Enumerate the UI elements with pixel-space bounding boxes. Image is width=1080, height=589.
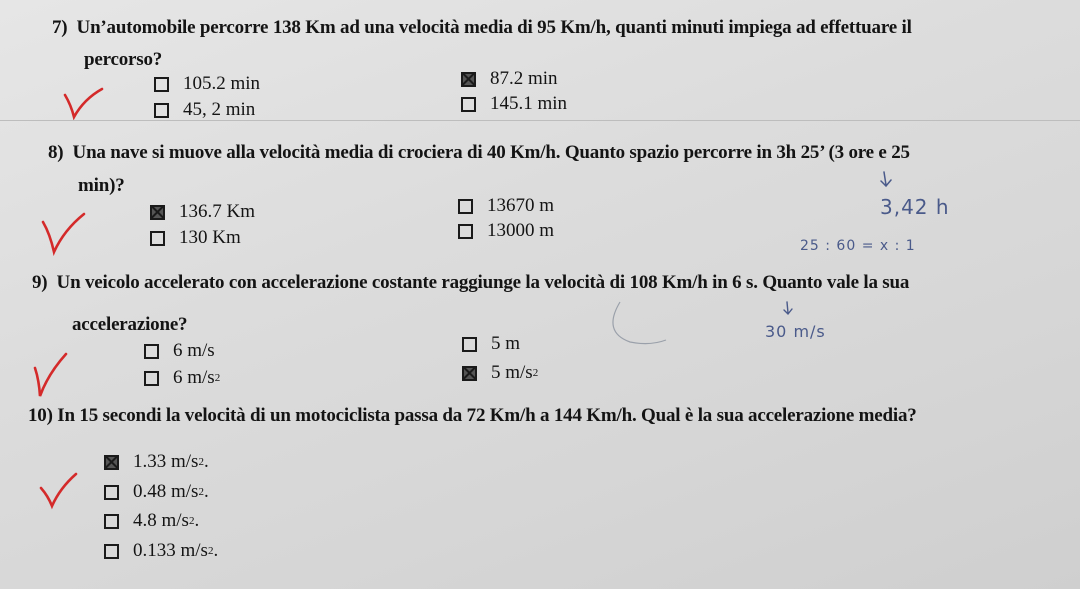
q10-text-line1 <box>28 404 917 428</box>
q10-option-b-suffix: . <box>203 481 209 502</box>
q10-option-d-sup: 2 <box>207 545 214 557</box>
q9-number: 9) <box>32 272 48 293</box>
q9-option-c[interactable] <box>144 367 220 389</box>
checkbox-icon[interactable] <box>458 224 473 239</box>
q8-option-b-label: 13670 m <box>487 195 555 216</box>
q10-option-c-suffix: . <box>194 510 200 531</box>
q8-option-c-label: 130 Km <box>179 227 241 248</box>
checkbox-icon[interactable] <box>104 514 119 529</box>
q10-line1: In 15 secondi la velocità di un motociclista passa da 72 Km/h a 144 Km/h. Qual è la sua accelerazione media? <box>57 405 917 426</box>
q8-option-c[interactable] <box>150 227 241 249</box>
q9-text-line1 <box>32 271 909 295</box>
q8-number: 8) <box>48 142 64 163</box>
q9-option-c-sup: 2 <box>214 372 221 384</box>
q7-number: 7) <box>52 17 68 38</box>
q7-option-b-label: 87.2 min <box>490 68 558 89</box>
pencil-arrow-icon <box>876 170 896 190</box>
q8-option-a[interactable] <box>150 201 255 223</box>
q10-option-a[interactable] <box>104 451 209 473</box>
q8-option-d-label: 13000 m <box>487 220 555 241</box>
pencil-arc-icon <box>600 298 670 348</box>
q8-note-hours: 3,42 h <box>880 195 950 219</box>
q9-option-d-sup: 2 <box>532 367 539 379</box>
checkbox-icon[interactable] <box>104 485 119 500</box>
q7-line1: Un’automobile percorre 138 Km ad una velocità media di 95 Km/h, quanti minuti impiega ad effettuare il <box>76 17 912 38</box>
q9-text-line2: accelerazione? <box>72 314 188 335</box>
red-checkmark-icon <box>38 470 78 510</box>
q9-option-d-label: 5 m/s <box>491 362 533 383</box>
q7-option-c-label: 45, 2 min <box>183 99 256 120</box>
pencil-arrow-icon <box>780 300 796 318</box>
checked-box-icon[interactable] <box>150 205 165 220</box>
q10-option-a-suffix: . <box>203 451 209 472</box>
q10-option-a-sup: 2 <box>198 456 204 468</box>
q10-option-b-label: 0.48 m/s <box>133 481 199 502</box>
red-checkmark-icon <box>30 350 70 400</box>
q8-text-line2: min)? <box>78 175 125 196</box>
q9-option-a[interactable] <box>144 340 215 362</box>
q10-option-d-label: 0.133 m/s <box>133 540 208 561</box>
q10-option-d-suffix: . <box>213 540 219 561</box>
checkbox-icon[interactable] <box>461 97 476 112</box>
checkbox-icon[interactable] <box>458 199 473 214</box>
q8-option-b[interactable] <box>458 195 554 217</box>
checkbox-icon[interactable] <box>144 371 159 386</box>
q9-note-result: 30 m/s <box>765 322 826 341</box>
checked-box-icon[interactable] <box>462 366 477 381</box>
q7-text-line1 <box>52 16 912 40</box>
q9-option-d[interactable] <box>462 362 538 384</box>
checked-box-icon[interactable] <box>461 72 476 87</box>
red-checkmark-icon <box>62 85 104 121</box>
q7-text-line2: percorso? <box>84 49 163 70</box>
q10-number: 10) <box>28 405 53 426</box>
q9-option-b-label: 5 m <box>491 333 521 354</box>
q9-option-a-label: 6 m/s <box>173 340 215 361</box>
q7-option-a-label: 105.2 min <box>183 73 261 94</box>
checkbox-icon[interactable] <box>462 337 477 352</box>
q10-option-b-sup: 2 <box>198 486 204 498</box>
q10-option-c[interactable] <box>104 510 199 532</box>
checkbox-icon[interactable] <box>144 344 159 359</box>
checkbox-icon[interactable] <box>154 77 169 92</box>
q8-note-proportion: 25 : 60 = x : 1 <box>800 238 916 254</box>
q8-option-a-label: 136.7 Km <box>179 201 255 222</box>
q10-option-c-label: 4.8 m/s <box>133 510 189 531</box>
q8-line1: Una nave si muove alla velocità media di crociera di 40 Km/h. Quanto spazio percorre in 3h 25’ (3 ore e 25 <box>72 142 910 163</box>
q10-option-c-sup: 2 <box>188 515 195 527</box>
q9-line1: Un veicolo accelerato con accelerazione costante raggiunge la velocità di 108 Km/h in 6 s. Quanto vale la sua <box>56 272 910 293</box>
checkbox-icon[interactable] <box>104 544 119 559</box>
q10-option-a-label: 1.33 m/s <box>133 451 199 472</box>
q9-option-b[interactable] <box>462 333 520 355</box>
q7-option-b[interactable] <box>461 68 558 90</box>
q9-option-c-label: 6 m/s <box>173 367 215 388</box>
q8-text-line1 <box>48 141 910 165</box>
checked-box-icon[interactable] <box>104 455 119 470</box>
q10-option-d[interactable] <box>104 540 218 562</box>
q7-option-a[interactable] <box>154 73 260 95</box>
checkbox-icon[interactable] <box>150 231 165 246</box>
q7-option-d[interactable] <box>461 93 567 115</box>
red-checkmark-icon <box>40 208 86 256</box>
paper-fold-line <box>0 120 1080 121</box>
q10-option-b[interactable] <box>104 481 209 503</box>
checkbox-icon[interactable] <box>154 103 169 118</box>
q8-option-d[interactable] <box>458 220 554 242</box>
q7-option-d-label: 145.1 min <box>490 93 568 114</box>
q7-option-c[interactable] <box>154 99 255 121</box>
